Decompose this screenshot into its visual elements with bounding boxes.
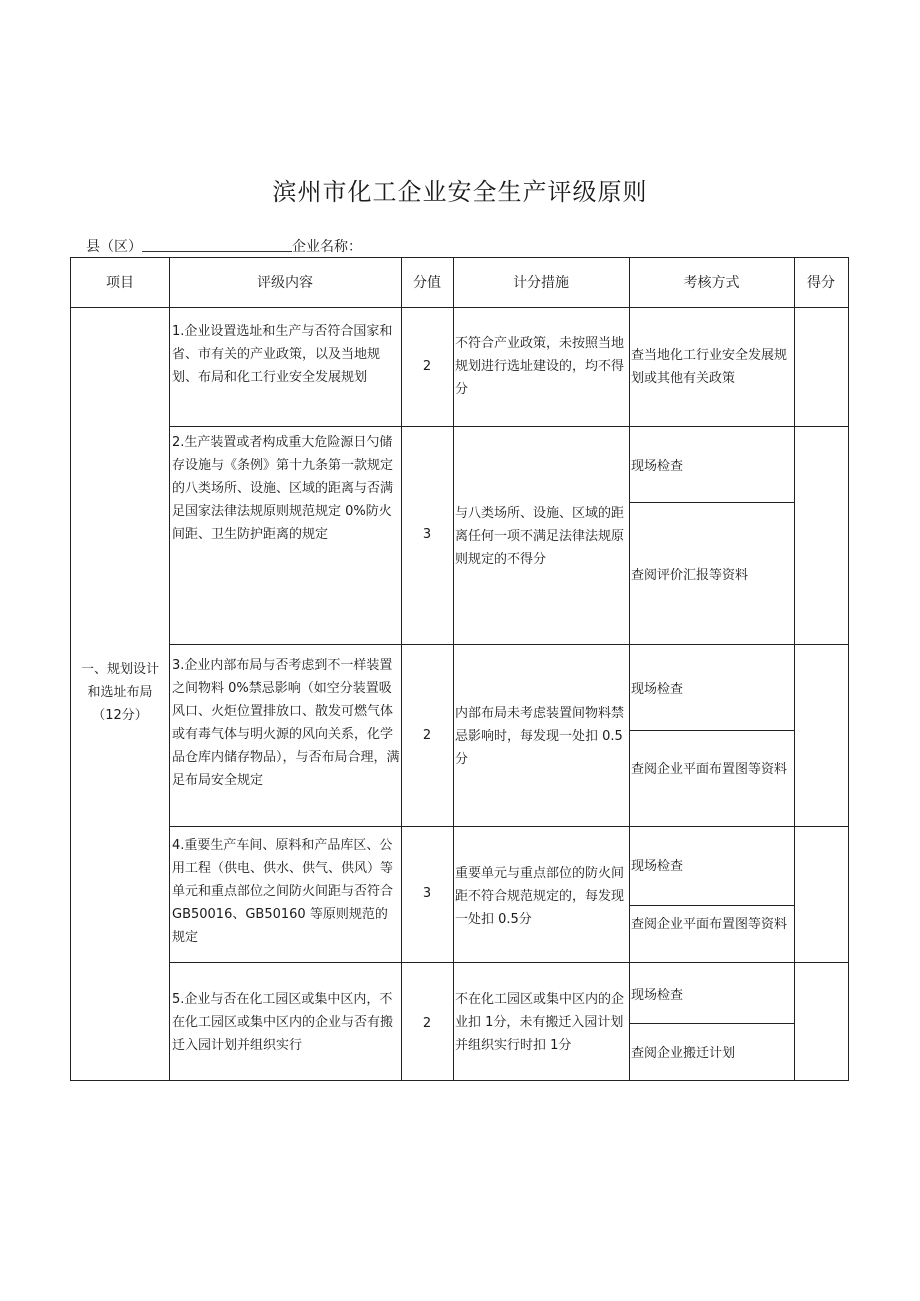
- page-title: 滨州市化工企业安全生产评级原则: [272, 178, 648, 206]
- county-blank: [142, 237, 292, 252]
- row5-content: 5.企业与否在化工园区或集中区内，不在化工园区或集中区内的企业与否有搬迁入园计划并组织实行: [172, 992, 394, 1053]
- county-label: 县（区）: [86, 239, 142, 255]
- header-score: 分值: [413, 275, 441, 291]
- row4-method: 重要单元与重点部位的防火间距不符合规范规定的，每发现一处扣 0.5分: [455, 866, 625, 927]
- row1-check-1: 查当地化工行业安全发展规划或其他有关政策: [631, 348, 788, 386]
- section-label: 一、规划设计和选址布局（12分）: [80, 662, 159, 723]
- row4-content: 4.重要生产车间、原料和产品库区、公用工程（供电、供水、供气、供风）等单元和重点部位之间防火间距与否符合 GB50016、GB50160 等原则规范的规定: [172, 838, 394, 945]
- row2-check-1: 现场检查: [631, 459, 684, 474]
- row2-content: 2.生产装置或者构成重大危险源日勺储存设施与《条例》第十九条第一款规定的八类场所、设施、区域的距离与否满足国家法律法规原则规范规定 0%防火间距、卫生防护距离的规定: [172, 435, 394, 542]
- row2-check-2: 查阅评价汇报等资料: [631, 568, 749, 583]
- row3-score: 2: [422, 728, 432, 743]
- row3-content: 3.企业内部布局与否考虑到不一样装置之间物料 0%禁忌影响（如空分装置吸风口、火炬位置排放口、散发可燃气体或有毒气体与明火源的风向关系，化学品仓库内储存物品），与否布局合理，满足布局安全规定: [172, 658, 400, 788]
- row4-check-1: 现场检查: [631, 859, 684, 874]
- company-label: 企业名称：: [292, 239, 362, 255]
- row5-score: 2: [422, 1016, 432, 1031]
- row4-score: 3: [422, 886, 432, 901]
- row1-method: 不符合产业政策，未按照当地规划进行选址建设的，均不得分: [455, 336, 625, 397]
- row3-check-1: 现场检查: [631, 682, 684, 697]
- row1-content: 1.企业设置选址和生产与否符合国家和省、市有关的产业政策，以及当地规划、布局和化工行业安全发展规划: [172, 324, 393, 385]
- row1-score: 2: [422, 359, 432, 374]
- header-content: 评级内容: [257, 275, 313, 291]
- row5-check-2: 查阅企业搬迁计划: [631, 1046, 736, 1061]
- row2-method: 与八类场所、设施、区域的距离任何一项不满足法律法规原则规定的不得分: [455, 506, 625, 567]
- header-check: 考核方式: [683, 275, 740, 291]
- form-meta: [86, 236, 362, 256]
- row3-method: 内部布局未考虑装置间物料禁忌影响时，每发现一处扣 0.5分: [455, 706, 625, 767]
- row5-check-1: 现场检查: [631, 988, 684, 1003]
- row3-check-2: 查阅企业平面布置图等资料: [631, 762, 788, 777]
- header-method: 计分措施: [513, 275, 569, 291]
- rating-table: [70, 257, 849, 1081]
- header-got: 得分: [807, 275, 835, 291]
- row4-check-2: 查阅企业平面布置图等资料: [631, 917, 788, 932]
- row5-method: 不在化工园区或集中区内的企业扣 1分，未有搬迁入园计划并组织实行时扣 1分: [455, 992, 625, 1053]
- header-item: 项目: [106, 275, 134, 291]
- row2-score: 3: [422, 527, 432, 542]
